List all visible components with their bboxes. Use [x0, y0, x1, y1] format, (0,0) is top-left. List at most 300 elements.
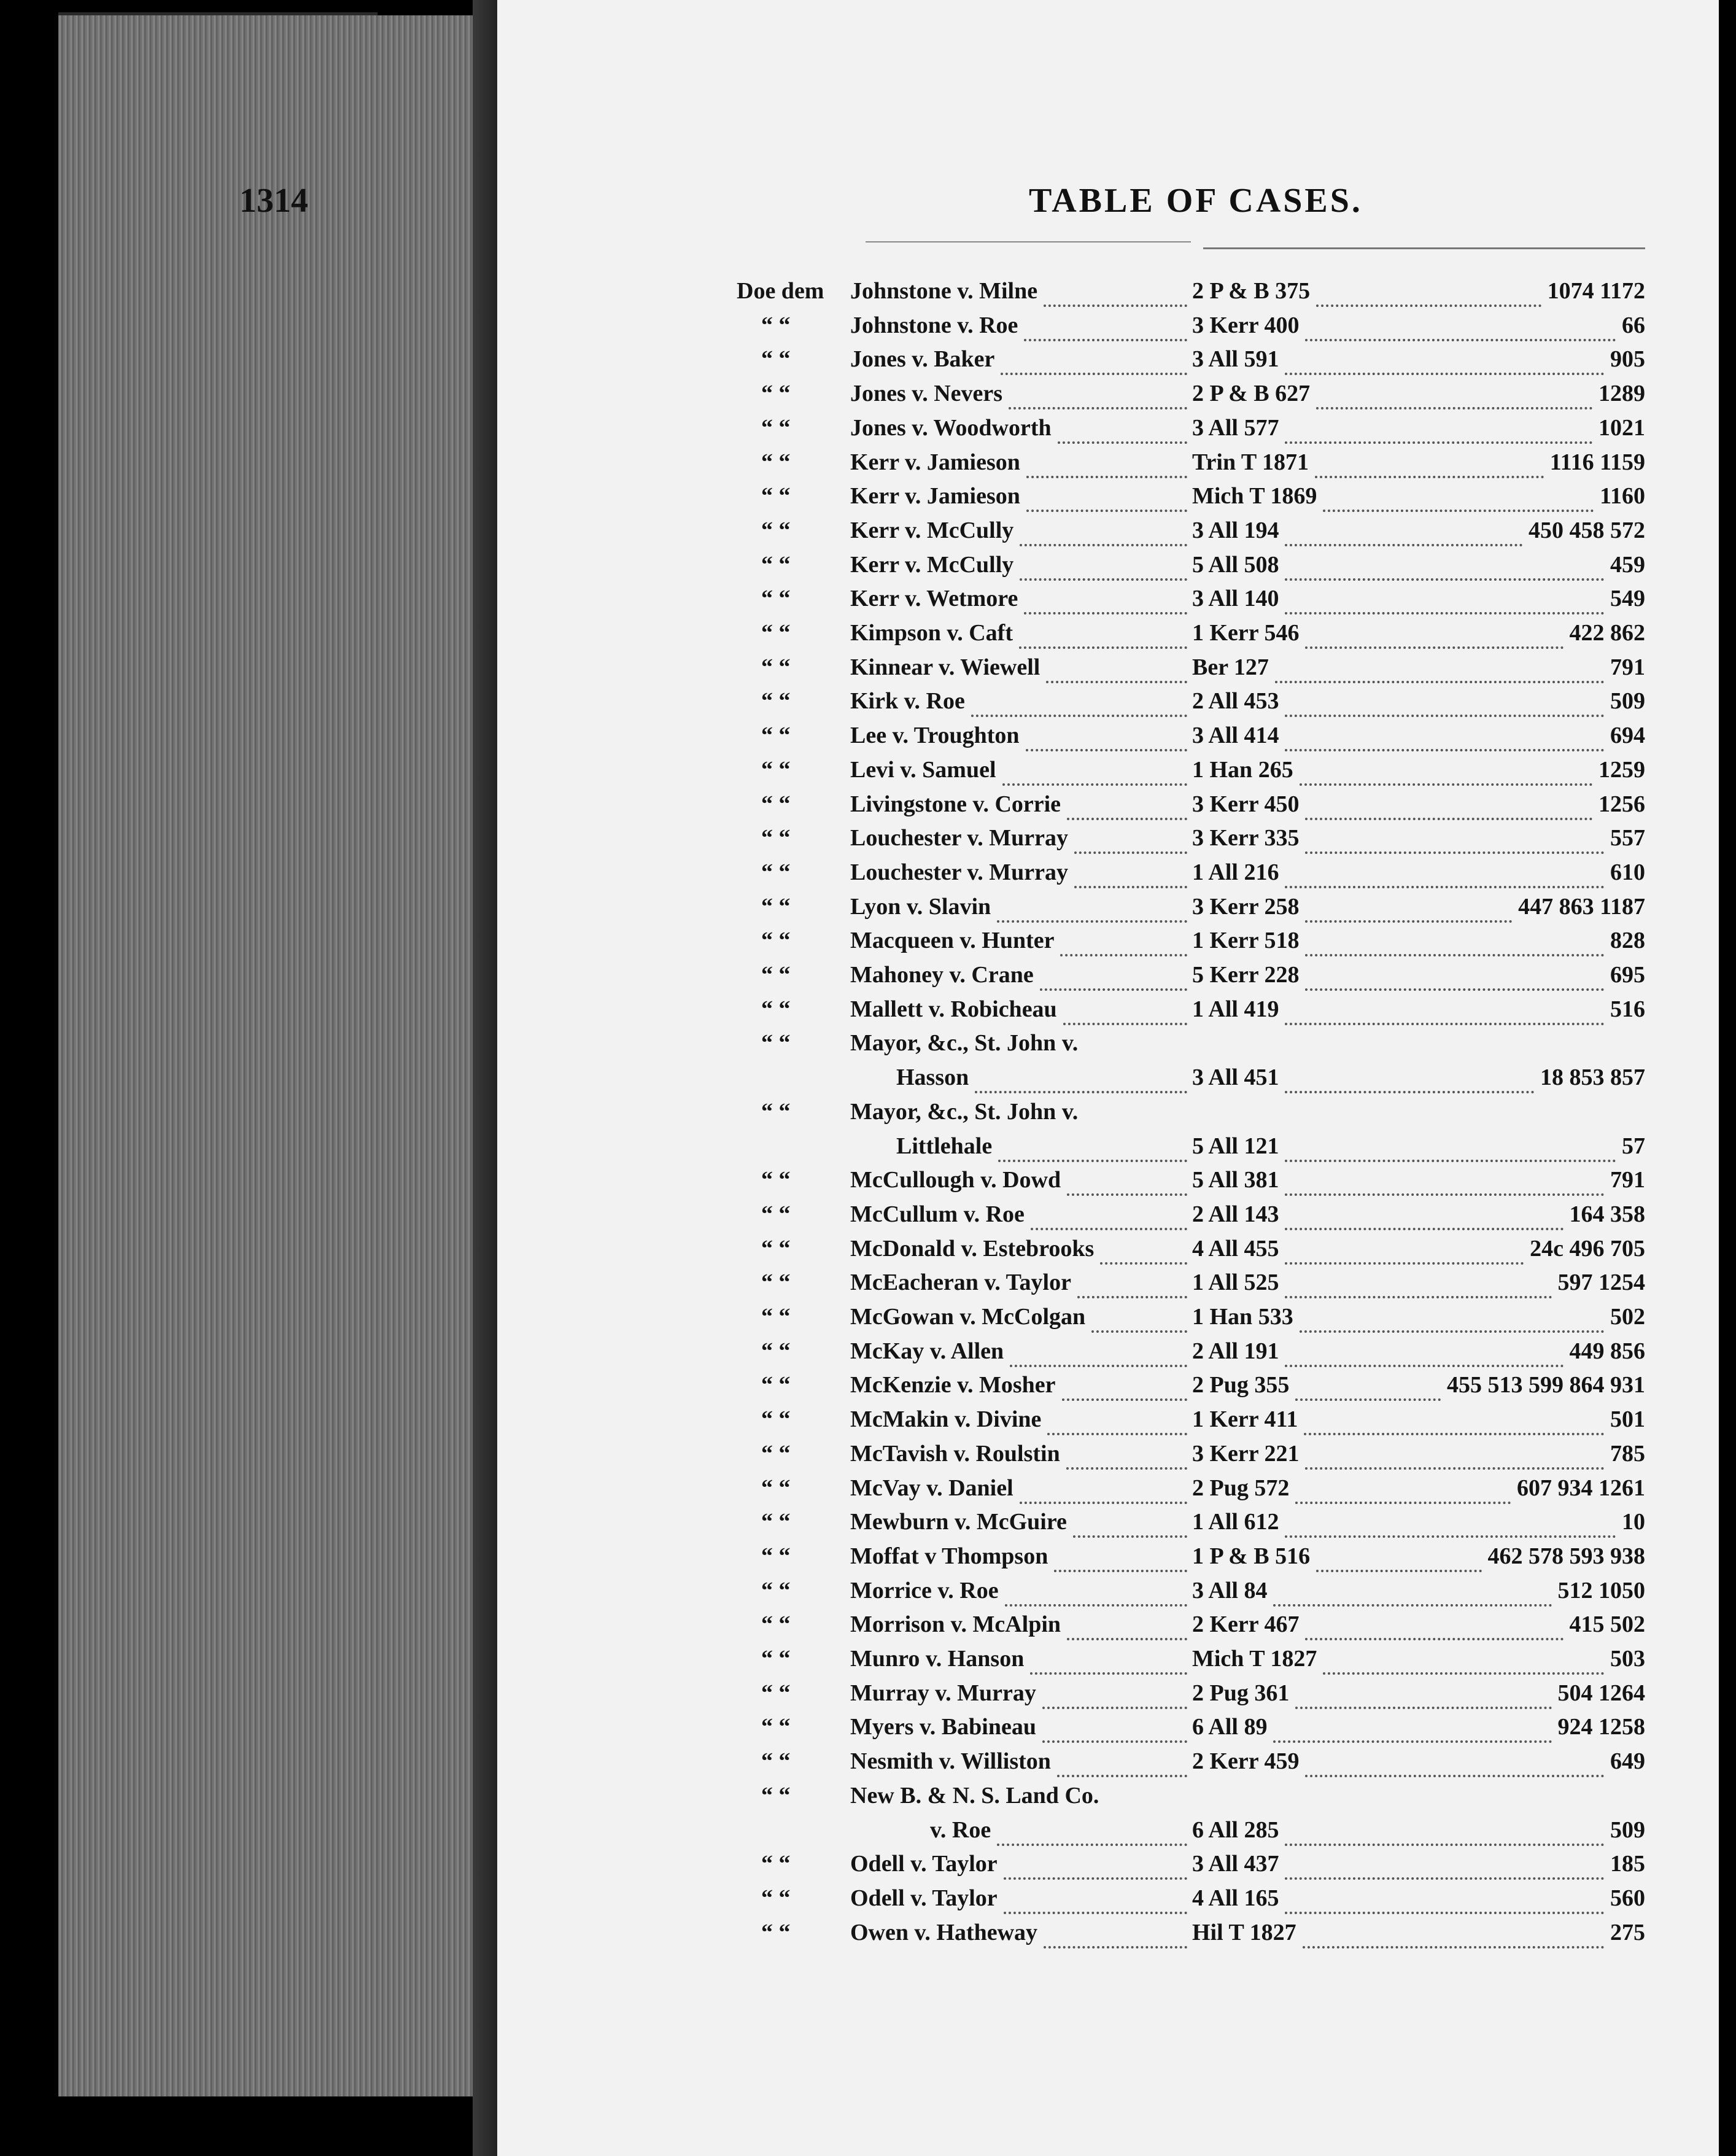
page-references: 1289 — [1598, 381, 1645, 407]
leader-dots — [1077, 1269, 1187, 1298]
list-item — [0, 791, 1736, 825]
leader-dots — [1062, 1371, 1187, 1401]
citation: 1 Kerr 518 — [1192, 928, 1300, 954]
leader-dots — [1285, 585, 1604, 615]
citation: 3 All 194 — [1192, 517, 1279, 543]
ditto-marks: “ “ — [761, 1475, 791, 1501]
case-name: Kirk v. Roe — [850, 688, 965, 715]
case-name: Kimpson v. Caft — [850, 620, 1013, 646]
leader-dots — [1304, 1406, 1604, 1435]
leader-dots — [1285, 346, 1604, 375]
leader-dots — [971, 688, 1187, 717]
ditto-marks: “ “ — [761, 825, 791, 851]
page-references: 18 853 857 — [1540, 1064, 1645, 1091]
list-item — [0, 619, 1736, 654]
list-item — [0, 756, 1736, 791]
list-item — [0, 961, 1736, 996]
case-name: McKenzie v. Mosher — [850, 1372, 1056, 1398]
page-references: 509 — [1610, 688, 1645, 715]
leader-dots — [1323, 483, 1594, 512]
list-item — [0, 1577, 1736, 1611]
leader-dots — [997, 1817, 1187, 1846]
list-item — [0, 1713, 1736, 1748]
case-name: New B. & N. S. Land Co. — [850, 1782, 1099, 1809]
case-name: Mallett v. Robicheau — [850, 996, 1057, 1022]
citation: 3 All 451 — [1192, 1064, 1279, 1091]
page-references: 164 358 — [1569, 1201, 1645, 1227]
list-item — [0, 688, 1736, 722]
leader-dots — [1074, 824, 1187, 854]
leader-dots — [1300, 756, 1592, 786]
leader-dots — [1042, 1713, 1187, 1743]
list-item — [0, 1235, 1736, 1270]
page-references: 501 — [1610, 1406, 1645, 1433]
leader-dots — [1295, 1371, 1441, 1401]
citation: Ber 127 — [1192, 654, 1269, 680]
leader-dots — [1063, 996, 1187, 1025]
list-item — [0, 483, 1736, 517]
leader-dots — [1067, 1611, 1187, 1640]
page-references: 10 — [1622, 1509, 1645, 1535]
leader-dots — [1020, 1475, 1187, 1504]
ditto-marks: “ “ — [761, 1543, 791, 1569]
page-references: 610 — [1610, 859, 1645, 885]
ditto-marks: “ “ — [761, 1406, 791, 1433]
list-item — [0, 1850, 1736, 1885]
page-references: 1021 — [1598, 414, 1645, 441]
page-references: 560 — [1610, 1885, 1645, 1911]
ditto-marks: “ “ — [761, 996, 791, 1022]
case-name: McKay v. Allen — [850, 1338, 1004, 1364]
leader-dots — [1030, 1645, 1187, 1675]
citation: Trin T 1871 — [1192, 449, 1309, 475]
ditto-marks: “ “ — [761, 551, 791, 578]
leader-dots — [1316, 277, 1541, 307]
ditto-marks: “ “ — [761, 962, 791, 988]
leader-dots — [1285, 1885, 1604, 1914]
case-name: Macqueen v. Hunter — [850, 928, 1055, 954]
citation: 3 All 437 — [1192, 1851, 1279, 1877]
list-item — [0, 346, 1736, 380]
leader-dots — [975, 1064, 1187, 1093]
ditto-marks: “ “ — [761, 620, 791, 646]
leader-dots — [1323, 1645, 1604, 1675]
leader-dots — [1020, 551, 1187, 581]
case-name: McTavish v. Roulstin — [850, 1440, 1060, 1467]
page-title: TABLE OF CASES. — [1029, 182, 1363, 220]
leader-dots — [1060, 927, 1187, 956]
page-references: 607 934 1261 — [1517, 1475, 1645, 1501]
page-references: 649 — [1610, 1748, 1645, 1775]
list-item — [0, 1645, 1736, 1680]
case-name: v. Roe — [930, 1817, 991, 1843]
citation: 1 All 612 — [1192, 1509, 1279, 1535]
leader-dots — [1054, 1543, 1187, 1572]
list-item — [0, 1611, 1736, 1645]
list-item — [0, 1817, 1736, 1851]
page-references: 791 — [1610, 1167, 1645, 1193]
leader-dots — [1047, 1406, 1187, 1435]
leader-dots — [1285, 1166, 1604, 1196]
ditto-marks: “ “ — [761, 449, 791, 475]
page-references: 1074 1172 — [1547, 278, 1645, 304]
leader-dots — [1026, 449, 1187, 478]
leader-dots — [1285, 996, 1604, 1025]
page-references: 422 862 — [1569, 620, 1645, 646]
leader-dots — [1305, 824, 1604, 854]
page-references: 503 — [1610, 1646, 1645, 1672]
citation: 3 All 591 — [1192, 346, 1279, 373]
page-references: 828 — [1610, 928, 1645, 954]
case-name: Munro v. Hanson — [850, 1646, 1025, 1672]
citation: 3 Kerr 258 — [1192, 893, 1300, 920]
leader-dots — [1285, 722, 1604, 751]
case-name: Mahoney v. Crane — [850, 962, 1034, 988]
case-name: Mayor, &c., St. John v. — [850, 1098, 1079, 1125]
page-references: 785 — [1610, 1440, 1645, 1467]
citation: 2 Pug 361 — [1192, 1680, 1290, 1706]
leader-dots — [1009, 380, 1187, 409]
page-references: 57 — [1622, 1133, 1645, 1159]
case-name: Kerr v. Jamieson — [850, 449, 1020, 475]
list-item — [0, 1475, 1736, 1509]
case-name: Odell v. Taylor — [850, 1885, 998, 1911]
citation: 1 Kerr 411 — [1192, 1406, 1298, 1433]
leader-dots — [1285, 1064, 1534, 1093]
case-name: Louchester v. Murray — [850, 859, 1068, 885]
leader-dots — [1044, 277, 1187, 307]
page-references: 1116 1159 — [1549, 449, 1645, 475]
leader-dots — [1044, 1919, 1187, 1949]
leader-dots — [1073, 1508, 1187, 1538]
citation: 3 All 577 — [1192, 414, 1279, 441]
leader-dots — [1285, 551, 1604, 581]
list-item — [0, 312, 1736, 346]
page-references: 24c 496 705 — [1530, 1235, 1645, 1262]
citation: 1 All 525 — [1192, 1270, 1279, 1296]
page-references: 1259 — [1598, 756, 1645, 783]
list-item — [0, 1338, 1736, 1372]
case-name: Johnstone v. Roe — [850, 312, 1018, 338]
leader-dots — [1305, 893, 1512, 923]
citation: 5 Kerr 228 — [1192, 962, 1300, 988]
citation: 2 All 191 — [1192, 1338, 1279, 1364]
leader-dots — [1305, 1748, 1604, 1777]
leader-dots — [1300, 1303, 1604, 1333]
page-references: 597 1254 — [1557, 1270, 1645, 1296]
ditto-marks: “ “ — [761, 1851, 791, 1877]
leader-dots — [1042, 1680, 1187, 1709]
citation: 3 Kerr 335 — [1192, 825, 1300, 851]
leader-dots — [998, 1133, 1187, 1162]
case-name: Jones v. Woodworth — [850, 414, 1052, 441]
case-name: Levi v. Samuel — [850, 756, 996, 783]
case-name: Kerr v. McCully — [850, 551, 1014, 578]
ditto-marks: “ “ — [761, 586, 791, 612]
ditto-marks: “ “ — [761, 1201, 791, 1227]
case-name: Owen v. Hatheway — [850, 1919, 1038, 1945]
list-item — [0, 449, 1736, 483]
case-name: Murray v. Murray — [850, 1680, 1036, 1706]
list-item — [0, 1508, 1736, 1543]
ditto-marks: “ “ — [761, 1270, 791, 1296]
list-item — [0, 1748, 1736, 1782]
leader-dots — [1026, 722, 1187, 751]
page-references: 502 — [1610, 1304, 1645, 1330]
page-references: 275 — [1610, 1919, 1645, 1945]
ditto-marks: “ “ — [761, 723, 791, 749]
list-item — [0, 551, 1736, 586]
leader-dots — [1305, 312, 1616, 341]
ditto-marks: “ “ — [761, 1509, 791, 1535]
ditto-marks: “ “ — [761, 1885, 791, 1911]
list-item — [0, 1680, 1736, 1714]
leader-dots — [1020, 517, 1187, 546]
leader-dots — [1057, 1748, 1187, 1777]
list-item — [0, 1133, 1736, 1167]
leader-dots — [1295, 1475, 1511, 1504]
page-references: 1160 — [1600, 483, 1645, 510]
page-references: 450 458 572 — [1529, 517, 1645, 543]
ditto-marks: “ “ — [761, 791, 791, 817]
page-references: 415 502 — [1569, 1611, 1645, 1638]
leader-dots — [1285, 688, 1604, 717]
leader-dots — [1010, 1338, 1187, 1367]
case-name: Lyon v. Slavin — [850, 893, 991, 920]
list-item — [0, 1166, 1736, 1201]
ditto-marks: “ “ — [761, 1235, 791, 1262]
citation: 1 Kerr 546 — [1192, 620, 1300, 646]
list-item — [0, 517, 1736, 551]
case-name: McCullough v. Dowd — [850, 1167, 1061, 1193]
ditto-marks: “ “ — [761, 1577, 791, 1603]
page-references: 455 513 599 864 931 — [1447, 1372, 1645, 1398]
citation: 1 Han 265 — [1192, 756, 1293, 783]
page-references: 549 — [1610, 586, 1645, 612]
leader-dots — [1285, 1338, 1563, 1367]
ditto-marks: “ “ — [761, 312, 791, 338]
leader-dots — [1285, 1817, 1604, 1846]
citation: 2 All 453 — [1192, 688, 1279, 715]
leader-dots — [1026, 483, 1187, 512]
case-name: Littlehale — [896, 1133, 993, 1159]
list-item — [0, 1371, 1736, 1406]
leader-dots — [1091, 1303, 1187, 1333]
leader-dots — [1305, 961, 1604, 991]
citation: 3 Kerr 400 — [1192, 312, 1300, 338]
case-name: McGowan v. McColgan — [850, 1304, 1086, 1330]
ditto-marks: “ “ — [761, 756, 791, 783]
ditto-marks: “ “ — [761, 1748, 791, 1775]
leader-dots — [1002, 756, 1187, 786]
leader-dots — [1275, 654, 1604, 683]
leader-dots — [1024, 585, 1187, 615]
ditto-marks: “ “ — [761, 483, 791, 510]
citation: 3 Kerr 221 — [1192, 1440, 1300, 1467]
ditto-marks: “ “ — [761, 346, 791, 373]
list-item — [0, 277, 1736, 312]
leader-dots — [1005, 1577, 1187, 1607]
page-references: 185 — [1610, 1851, 1645, 1877]
citation: 2 P & B 375 — [1192, 278, 1311, 304]
case-name: Jones v. Baker — [850, 346, 995, 373]
citation: 3 All 414 — [1192, 723, 1279, 749]
ditto-marks: “ “ — [761, 1304, 791, 1330]
citation: 1 P & B 516 — [1192, 1543, 1311, 1569]
case-name: Odell v. Taylor — [850, 1851, 998, 1877]
ditto-marks: “ “ — [761, 1919, 791, 1945]
leader-dots — [1285, 1133, 1616, 1162]
list-item — [0, 414, 1736, 449]
list-item — [0, 927, 1736, 961]
citation: 4 All 455 — [1192, 1235, 1279, 1262]
list-item — [0, 824, 1736, 859]
case-name: Livingstone v. Corrie — [850, 791, 1061, 817]
ditto-marks: “ “ — [761, 381, 791, 407]
case-name: McVay v. Daniel — [850, 1475, 1013, 1501]
leader-dots — [1019, 619, 1187, 649]
case-name: Myers v. Babineau — [850, 1714, 1036, 1740]
leader-dots — [1295, 1680, 1551, 1709]
citation: 5 All 381 — [1192, 1167, 1279, 1193]
page-references: 449 856 — [1569, 1338, 1645, 1364]
list-item — [0, 859, 1736, 893]
leader-dots — [1305, 791, 1592, 820]
citation: Mich T 1869 — [1192, 483, 1317, 510]
leader-dots — [1285, 1201, 1563, 1230]
ditto-marks: “ “ — [761, 517, 791, 543]
list-item — [0, 585, 1736, 619]
case-name: McMakin v. Divine — [850, 1406, 1042, 1433]
case-name: Jones v. Nevers — [850, 381, 1003, 407]
case-name: Mewburn v. McGuire — [850, 1509, 1067, 1535]
list-item — [0, 1064, 1736, 1098]
leader-dots — [1305, 1611, 1563, 1640]
list-item — [0, 1098, 1736, 1133]
page-references: 66 — [1622, 312, 1645, 338]
page-references: 695 — [1610, 962, 1645, 988]
list-item — [0, 1201, 1736, 1235]
leader-dots — [1285, 1269, 1551, 1298]
citation: 6 All 89 — [1192, 1714, 1268, 1740]
citation: 4 All 165 — [1192, 1885, 1279, 1911]
ditto-marks: “ “ — [761, 1611, 791, 1638]
case-name: McCullum v. Roe — [850, 1201, 1025, 1227]
leader-dots — [1058, 414, 1187, 444]
case-name: Kerr v. Jamieson — [850, 483, 1020, 510]
leader-dots — [1004, 1850, 1187, 1880]
ditto-marks: “ “ — [761, 1098, 791, 1125]
leader-dots — [1067, 1166, 1187, 1196]
ditto-marks: “ “ — [761, 654, 791, 680]
case-name: Nesmith v. Williston — [850, 1748, 1051, 1775]
leader-dots — [1024, 312, 1187, 341]
citation: Hil T 1827 — [1192, 1919, 1296, 1945]
citation: 2 P & B 627 — [1192, 381, 1311, 407]
leader-dots — [1316, 380, 1592, 409]
ditto-marks: “ “ — [761, 1782, 791, 1809]
ditto-marks: “ “ — [761, 1167, 791, 1193]
page-references: 462 578 593 938 — [1487, 1543, 1645, 1569]
list-item — [0, 722, 1736, 756]
list-item — [0, 380, 1736, 414]
leader-dots — [1285, 1850, 1604, 1880]
ditto-marks: “ “ — [761, 414, 791, 441]
leader-dots — [1004, 1885, 1187, 1914]
ditto-marks: “ “ — [761, 928, 791, 954]
citation: 5 All 121 — [1192, 1133, 1279, 1159]
ditto-marks: “ “ — [761, 688, 791, 715]
leader-dots — [1273, 1577, 1551, 1607]
case-name: Lee v. Troughton — [850, 723, 1020, 749]
case-prefix: Doe dem — [737, 278, 824, 304]
page-references: 509 — [1610, 1817, 1645, 1843]
case-name: Mayor, &c., St. John v. — [850, 1030, 1079, 1057]
leader-dots — [1285, 1235, 1524, 1265]
leader-dots — [1074, 859, 1187, 888]
case-name: McEacheran v. Taylor — [850, 1270, 1071, 1296]
leader-dots — [1315, 449, 1544, 478]
citation: Mich T 1827 — [1192, 1646, 1317, 1672]
page-references: 791 — [1610, 654, 1645, 680]
ditto-marks: “ “ — [761, 1372, 791, 1398]
leader-dots — [1285, 517, 1522, 546]
ditto-marks: “ “ — [761, 1646, 791, 1672]
leader-dots — [1066, 1440, 1187, 1470]
leader-dots — [1316, 1543, 1481, 1572]
case-name: Kerr v. Wetmore — [850, 586, 1018, 612]
case-name: Hasson — [896, 1064, 969, 1091]
citation: 3 Kerr 450 — [1192, 791, 1300, 817]
case-name: Kinnear v. Wiewell — [850, 654, 1040, 680]
page-references: 504 1264 — [1557, 1680, 1645, 1706]
citation: 1 Han 533 — [1192, 1304, 1293, 1330]
leader-dots — [1001, 346, 1187, 375]
list-item — [0, 654, 1736, 688]
page-references: 924 1258 — [1557, 1714, 1645, 1740]
ditto-marks: “ “ — [761, 1338, 791, 1364]
list-item — [0, 1406, 1736, 1440]
citation: 5 All 508 — [1192, 551, 1279, 578]
ditto-marks: “ “ — [761, 1030, 791, 1057]
list-item — [0, 1543, 1736, 1577]
leader-dots — [1067, 791, 1187, 820]
leader-dots — [1040, 961, 1187, 991]
case-name: Kerr v. McCully — [850, 517, 1014, 543]
case-name: Johnstone v. Milne — [850, 278, 1038, 304]
page-references: 694 — [1610, 723, 1645, 749]
leader-dots — [1046, 654, 1187, 683]
list-item — [0, 1440, 1736, 1475]
leader-dots — [1031, 1201, 1187, 1230]
citation: 3 All 84 — [1192, 1577, 1268, 1603]
page-number: 1314 — [239, 182, 308, 220]
ditto-marks: “ “ — [761, 893, 791, 920]
case-name: Louchester v. Murray — [850, 825, 1068, 851]
leader-dots — [1100, 1235, 1187, 1265]
citation: 2 Kerr 467 — [1192, 1611, 1300, 1638]
case-name: Morrice v. Roe — [850, 1577, 999, 1603]
leader-dots — [1285, 1508, 1616, 1538]
citation: 2 Kerr 459 — [1192, 1748, 1300, 1775]
list-item — [0, 1030, 1736, 1064]
list-item — [0, 1919, 1736, 1953]
leader-dots — [1303, 1919, 1604, 1949]
citation: 1 All 419 — [1192, 996, 1279, 1022]
page-references: 1256 — [1598, 791, 1645, 817]
citation: 2 Pug 572 — [1192, 1475, 1290, 1501]
page-references: 557 — [1610, 825, 1645, 851]
